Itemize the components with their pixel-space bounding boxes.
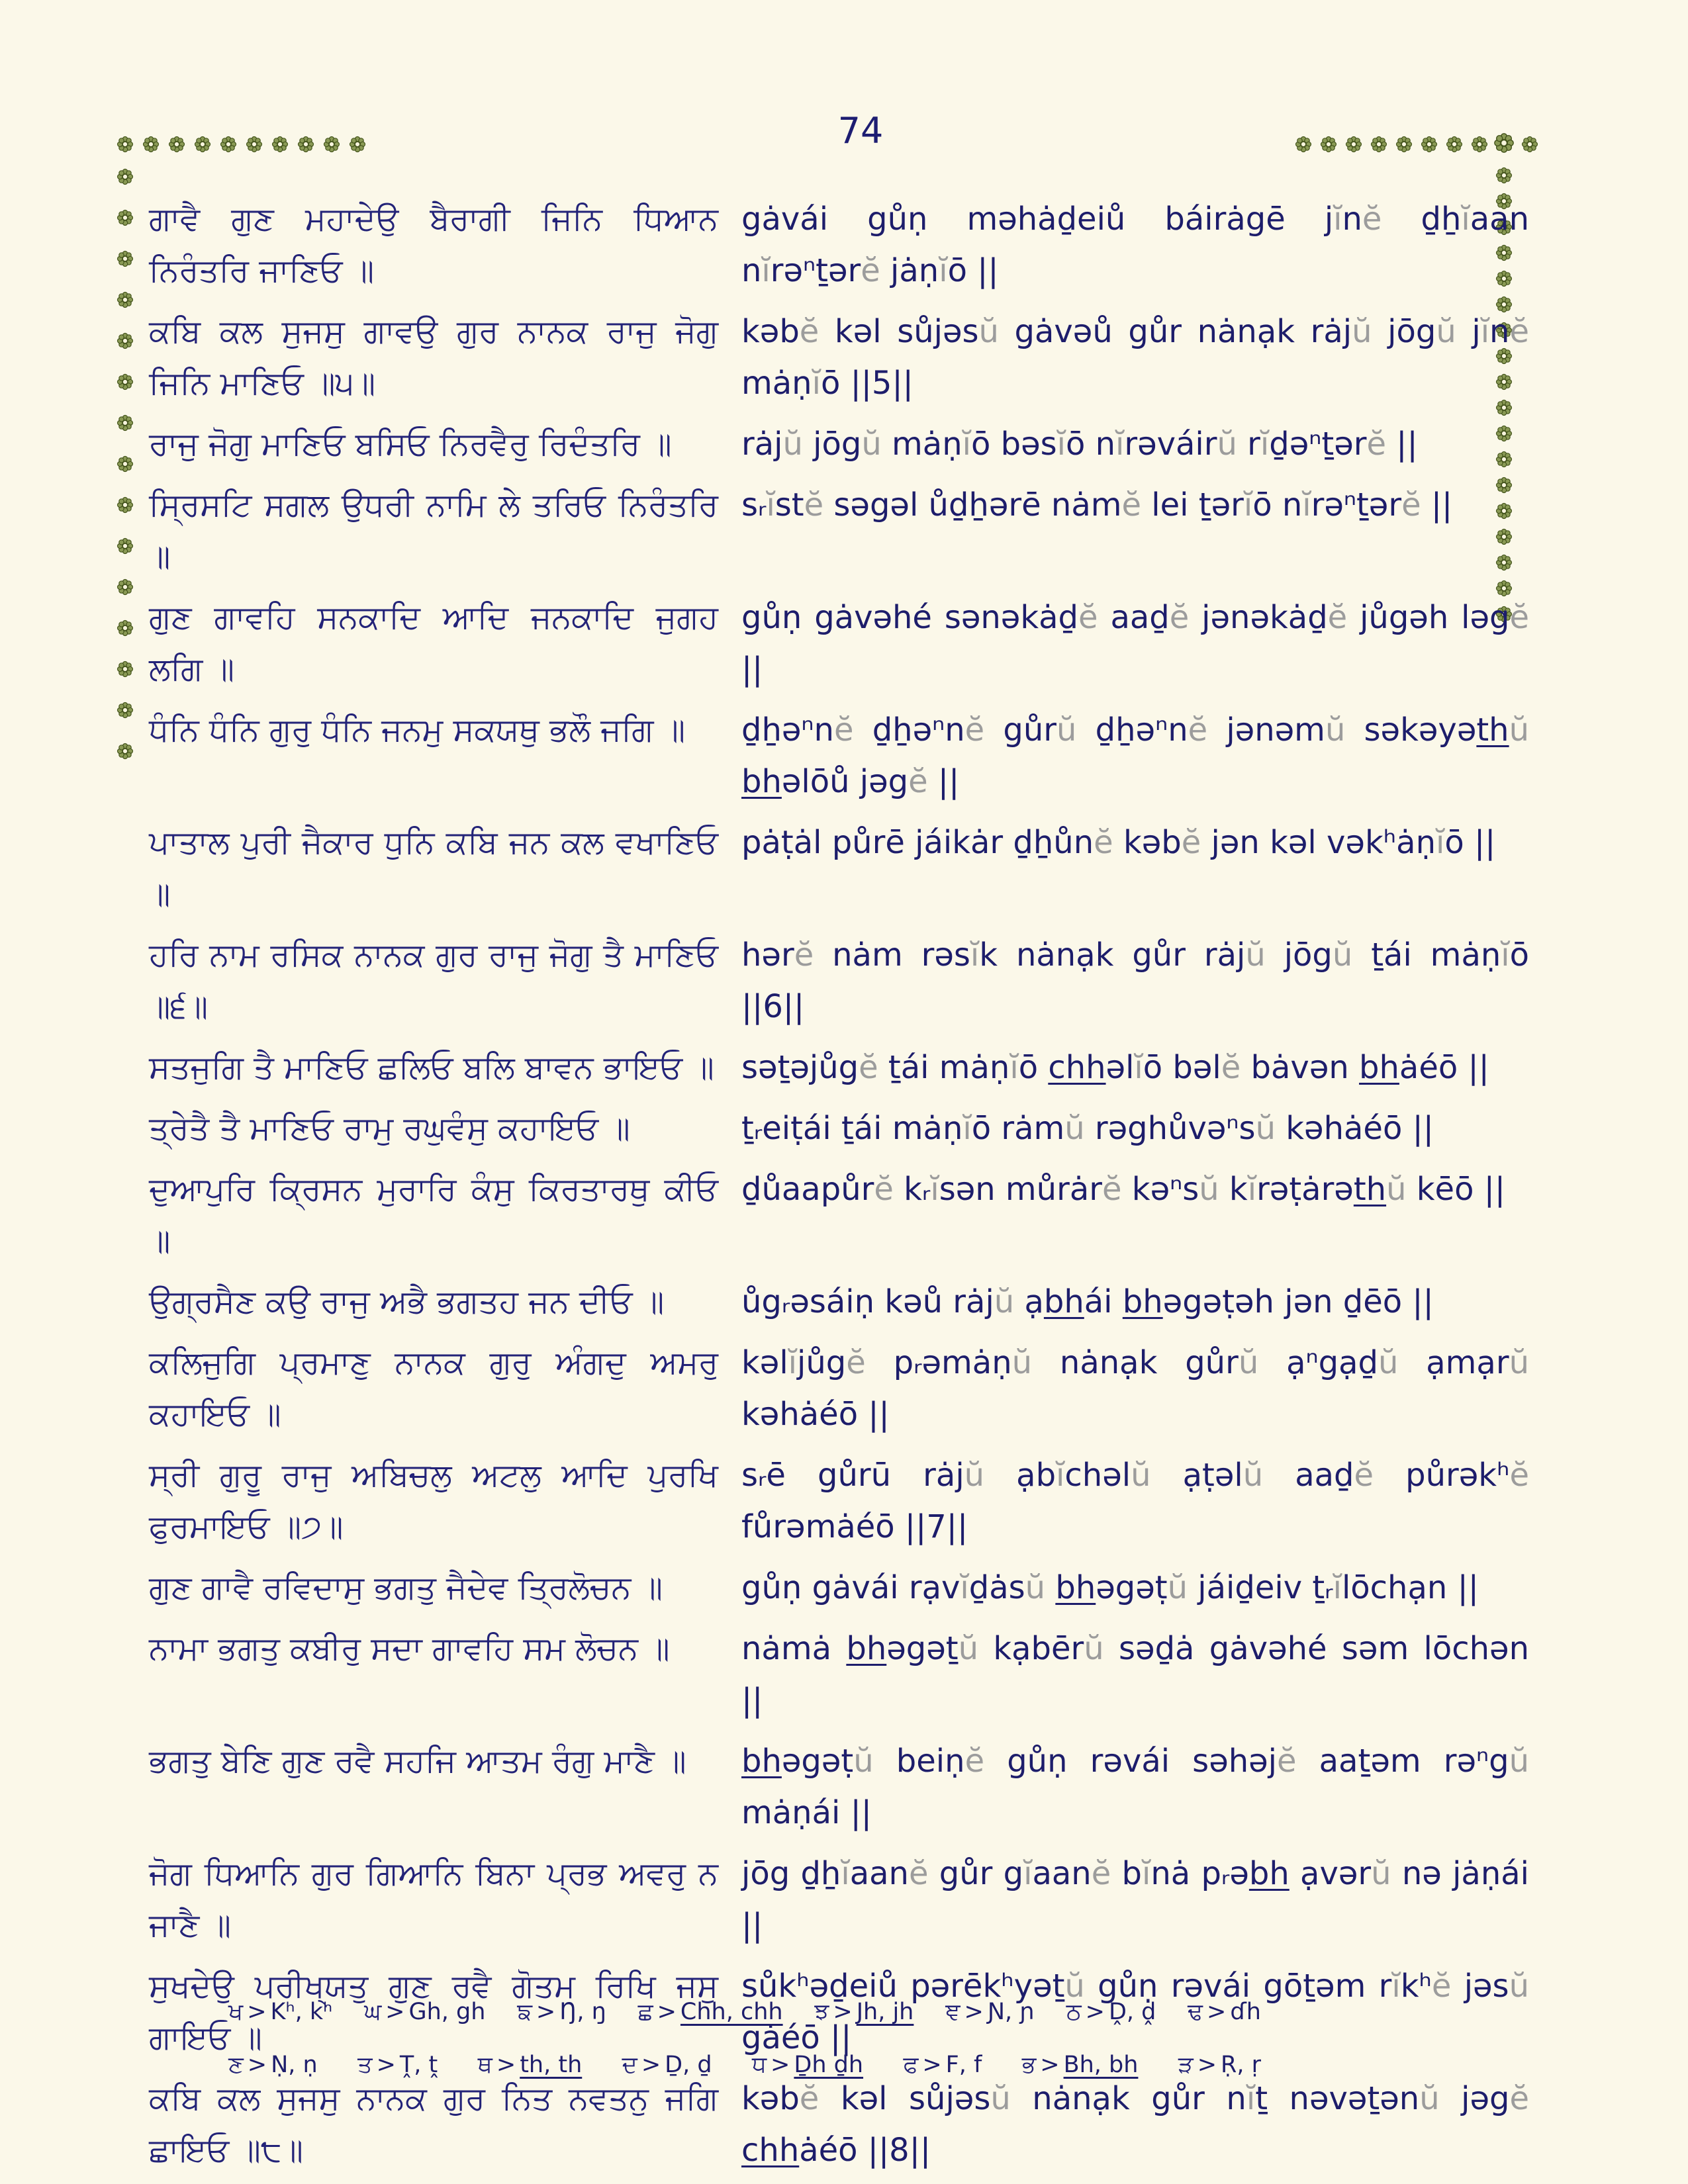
- gurmukhi-line: ਕਲਿਜੁਗਿ ਪ੍ਰਮਾਣੁ ਨਾਨਕ ਗੁਰੁ ਅੰਗਦੁ ਅਮਰੁ ਕਹਾਇਓ ॥: [149, 1344, 718, 1433]
- flower-icon: [1320, 136, 1337, 153]
- gurmukhi-line: ਹਰਿ ਨਾਮ ਰਸਿਕ ਨਾਨਕ ਗੁਰ ਰਾਜੁ ਜੋਗੁ ਤੈ ਮਾਣਿਓ ॥੬॥: [149, 936, 718, 1025]
- key-gurmukhi-letter: ਢ: [1188, 1999, 1203, 2025]
- key-latin-value: Ṱ, ṱ: [399, 2052, 438, 2078]
- key-latin-value: Ŋ, ŋ: [559, 1999, 606, 2025]
- flower-icon: [1421, 136, 1438, 153]
- gurmukhi-line: ਸ੍ਰੀ ਗੁਰੂ ਰਾਜੁ ਅਬਿਚਲੁ ਅਟਲੁ ਆਦਿ ਪੁਰਖਿ ਫੁਰਮਾਇਓ ॥੭॥: [149, 1457, 718, 1545]
- roman-transliteration-line: ůgᵣəsáiṇ kəů rȧjŭ ạbhái bhəgəṭəh jən ḏēō ||: [741, 1283, 1434, 1320]
- key-entry: [1066, 1999, 1156, 2025]
- key-gurmukhi-letter: ਝ: [814, 1999, 829, 2025]
- roman-transliteration-line: səṯəjůgĕ ṯái mȧṇĭō chhəlĭō bəlĕ bȧvən bhȧéō ||: [741, 1049, 1489, 1086]
- key-latin-value: Ḓ, ḓ: [1108, 1999, 1156, 2025]
- key-entry: [357, 2052, 438, 2078]
- key-latin-value: Chh, chh: [680, 1999, 783, 2025]
- roman-transliteration-line: bhəgəṭŭ beiṇĕ gůṇ rəvái səhəjĕ aaṯəm rəⁿgŭ mȧṇái ||: [741, 1743, 1530, 1831]
- gurmukhi-line: ਗਾਵੈ ਗੁਣ ਮਹਾਦੇਉ ਬੈਰਾਗੀ ਜਿਨਿ ਧਿਆਨ ਨਿਰੰਤਰਿ ਜਾਣਿਓ ॥: [149, 201, 718, 289]
- gurmukhi-line: ਸੁਖਦੇਉ ਪਰੀਖ੍ਯਤੁ ਗੁਣ ਰਵੈ ਗੋਤਮ ਰਿਖਿ ਜਸੁ ਗਾਇਓ ॥: [149, 1968, 718, 2056]
- verse-table: [149, 193, 1529, 2176]
- flower-icon: [349, 136, 366, 153]
- gurmukhi-line: ਸ੍ਰਿਸਟਿ ਸਗਲ ਉਧਰੀ ਨਾਮਿ ਲੇ ਤਰਿਓ ਨਿਰੰਤਰਿ ॥: [149, 486, 718, 575]
- roman-transliteration-line: kəlĭjůgĕ pᵣəmȧṇŭ nȧnạk gůrŭ ạⁿgạḏŭ ạmạrŭ kəhȧéō ||: [741, 1344, 1530, 1433]
- key-gurmukhi-letter: ਠ: [1066, 1999, 1082, 2025]
- flower-icon: [117, 291, 134, 308]
- gurmukhi-line: ਕਬਿ ਕਲ ਸੁਜਸੁ ਗਾਵਉ ਗੁਰ ਨਾਨਕ ਰਾਜੁ ਜੋਗੁ ਜਿਨਿ ਮਾਣਿਓ ॥੫॥: [149, 313, 718, 402]
- key-separator: >: [1085, 1999, 1105, 2025]
- key-gurmukhi-letter: ਙ: [517, 1999, 532, 2025]
- key-latin-value: Ɲ, ɲ: [987, 1999, 1035, 2025]
- key-entry: [622, 2052, 712, 2078]
- roman-transliteration-line: rȧjŭ jōgŭ mȧṇĭō bəsĭō nĭrəváirŭ rĭḏəⁿṯərĕ ||: [741, 426, 1418, 463]
- key-separator: >: [247, 2052, 267, 2078]
- flower-icon: [1471, 136, 1488, 153]
- flower-icon: [297, 136, 314, 153]
- key-gurmukhi-letter: ਖ: [228, 1999, 244, 2025]
- key-separator: >: [1040, 2052, 1060, 2078]
- key-gurmukhi-letter: ਥ: [477, 2052, 492, 2078]
- key-gurmukhi-letter: ਦ: [622, 2052, 637, 2078]
- key-separator: >: [771, 2052, 790, 2078]
- gurmukhi-line: ਉਗ੍ਰਸੈਣ ਕਉ ਰਾਜੁ ਅਭੈ ਭਗਤਹ ਜਨ ਦੀਓ ॥: [149, 1283, 665, 1320]
- key-latin-value: Ḏh ḏh: [794, 2052, 864, 2078]
- key-entry: [1188, 1999, 1261, 2025]
- key-entry: [638, 1999, 783, 2025]
- key-entry: [228, 2052, 318, 2078]
- transliteration-key: [228, 1999, 1261, 2105]
- roman-transliteration-line: pȧṭȧl půrē jáikȧr ḏẖůnĕ kəbĕ jən kəl vəkʰȧṇĭō ||: [741, 824, 1496, 861]
- key-entry: [1178, 2052, 1261, 2078]
- roman-transliteration-line: sůkʰəḏeiů pərēkʰyəṯŭ gůṇ rəvái gōṯəm rĭkʰĕ jəsŭ gȧéō ||: [741, 1968, 1529, 2056]
- key-gurmukhi-letter: ਧ: [751, 2052, 767, 2078]
- flower-icon: [1446, 136, 1463, 153]
- key-entry: [752, 2052, 863, 2078]
- flower-icon: [246, 136, 263, 153]
- flower-icon: [323, 136, 340, 153]
- roman-transliteration-line: sᵣĭstĕ səgəl ůḏẖərē nȧmĕ lei ṯərĭō nĭrəⁿṯərĕ ||: [741, 486, 1453, 523]
- key-gurmukhi-letter: ੜ: [1178, 2052, 1194, 2078]
- key-separator: >: [385, 1999, 405, 2025]
- key-separator: >: [496, 2052, 516, 2078]
- flower-icon: [117, 496, 134, 514]
- flower-icon: [117, 578, 134, 596]
- key-separator: >: [536, 1999, 556, 2025]
- key-gurmukhi-letter: ਣ: [228, 2052, 244, 2078]
- key-gurmukhi-letter: ਞ: [945, 1999, 961, 2025]
- gurmukhi-line: ਗੁਣ ਗਾਵਹਿ ਸਨਕਾਦਿ ਆਦਿ ਜਨਕਾਦਿ ਜੁਗਹ ਲਗਿ ॥: [149, 599, 718, 688]
- key-separator: >: [376, 2052, 396, 2078]
- flower-icon: [271, 136, 289, 153]
- flower-icon: [117, 332, 134, 349]
- flower-icon: [168, 136, 185, 153]
- key-separator: >: [1207, 1999, 1227, 2025]
- roman-transliteration-line: ṯᵣeiṭái ṯái mȧṇĭō rȧmŭ rəghůvəⁿsŭ kəhȧéō ||: [741, 1110, 1434, 1147]
- flower-icon: [117, 455, 134, 473]
- roman-transliteration-line: gůṇ gȧvəhé sənəkȧḏĕ aaḏĕ jənəkȧḏĕ jůgəh ləgĕ ||: [741, 599, 1530, 688]
- key-gurmukhi-letter: ਫ: [903, 2052, 919, 2078]
- roman-transliteration-line: ḏůaapůrĕ kᵣĭsən můrȧrĕ kəⁿsŭ kĭrəṭȧrəthŭ kēō ||: [741, 1171, 1506, 1208]
- key-latin-value: ɗh: [1230, 1999, 1261, 2025]
- transliteration-key-row: [228, 1999, 1261, 2052]
- key-separator: >: [1197, 2052, 1217, 2078]
- key-entry: [945, 1999, 1035, 2025]
- flower-icon: [117, 619, 134, 637]
- key-gurmukhi-letter: ਛ: [637, 1999, 653, 2025]
- gurmukhi-line: ਭਗਤੁ ਬੇਣਿ ਗੁਣ ਰਵੈ ਸਹਜਿ ਆਤਮ ਰੰਗੁ ਮਾਣੈ ॥: [149, 1743, 686, 1780]
- flower-icon: [117, 373, 134, 390]
- key-separator: >: [247, 1999, 267, 2025]
- key-entry: [1022, 2052, 1139, 2078]
- key-latin-value: F, f: [945, 2052, 982, 2078]
- key-gurmukhi-letter: ਘ: [364, 1999, 382, 2025]
- gurmukhi-line: ਨਾਮਾ ਭਗਤੁ ਕਬੀਰੁ ਸਦਾ ਗਾਵਹਿ ਸਮ ਲੋਚਨ ॥: [149, 1630, 670, 1667]
- flower-icon: [117, 136, 134, 153]
- roman-transliteration-line: jōg ḏẖĭaanĕ gůr gĭaanĕ bĭnȧ pᵣəbh ạvərŭ nə jȧṇái ||: [741, 1855, 1530, 1944]
- flower-icon: [220, 136, 237, 153]
- roman-transliteration-line: gůṇ gȧvái rạvĭḏȧsŭ bhəgəṭŭ jáiḏeiv ṯᵣĭlōchạn ||: [741, 1569, 1479, 1606]
- key-gurmukhi-letter: ਭ: [1021, 2052, 1037, 2078]
- gurmukhi-line: ਦੁਆਪੁਰਿ ਕ੍ਰਿਸਨ ਮੁਰਾਰਿ ਕੰਸੁ ਕਿਰਤਾਰਥੁ ਕੀਓ ॥: [149, 1171, 718, 1259]
- gurmukhi-line: ਸਤਜੁਗਿ ਤੈ ਮਾਣਿਓ ਛਲਿਓ ਬਲਿ ਬਾਵਨ ਭਾਇਓ ॥: [149, 1049, 714, 1086]
- key-latin-value: Ṛ, ṛ: [1221, 2052, 1261, 2078]
- flower-icon: [117, 743, 134, 760]
- key-entry: [228, 1999, 332, 2025]
- key-latin-value: Ṇ, ṇ: [271, 2052, 318, 2078]
- key-latin-value: Gh, gh: [408, 1999, 486, 2025]
- gurmukhi-line: ਰਾਜੁ ਜੋਗੁ ਮਾਣਿਓ ਬਸਿਓ ਨਿਰਵੈਰੁ ਰਿਦੰਤਰਿ ॥: [149, 426, 672, 463]
- flower-icon: [142, 136, 160, 153]
- roman-transliteration-line: gȧvái gůṇ məhȧḏeiů báirȧgē jĭnĕ ḏẖĭaan nĭrəⁿṯərĕ jȧṇĭō ||: [741, 201, 1529, 289]
- key-separator: >: [833, 1999, 853, 2025]
- key-latin-value: Bh, bh: [1063, 2052, 1139, 2078]
- key-latin-value: Kʰ, kʰ: [270, 1999, 333, 2025]
- key-latin-value: th, th: [520, 2052, 583, 2078]
- gurmukhi-line: ਜੋਗ ਧਿਆਨਿ ਗੁਰ ਗਿਆਨਿ ਬਿਨਾ ਪ੍ਰਭ ਅਵਰੁ ਨ ਜਾਣੈ ॥: [149, 1855, 718, 1944]
- key-entry: [478, 2052, 583, 2078]
- flower-icon: [1345, 136, 1362, 153]
- roman-transliteration-line: sᵣē gůrū rȧjŭ ạbĭchəlŭ ạṭəlŭ aaḏĕ půrəkʰĕ fůrəmȧéō ||7||: [741, 1457, 1530, 1545]
- roman-transliteration-line: kəbĕ kəl sůjəsŭ nȧnạk gůr nĭṯ nəvəṯənŭ jəgĕ chhȧéō ||8||: [741, 2080, 1530, 2169]
- key-entry: [517, 1999, 606, 2025]
- gurmukhi-line: ਤ੍ਰੇਤੈ ਤੈ ਮਾਣਿਓ ਰਾਮੁ ਰਘੁਵੰਸੁ ਕਹਾਇਓ ॥: [149, 1110, 630, 1147]
- flower-icon: [117, 702, 134, 719]
- flower-icon: [1295, 136, 1312, 153]
- flower-icon: [117, 537, 134, 555]
- gurmukhi-line: ਗੁਣ ਗਾਵੈ ਰਵਿਦਾਸੁ ਭਗਤੁ ਜੈਦੇਵ ਤ੍ਰਿਲੋਚਨ ॥: [149, 1569, 663, 1606]
- gurmukhi-line: ਧੰਨਿ ਧੰਨਿ ਗੁਰੁ ਧੰਨਿ ਜਨਮੁ ਸਕਯਥੁ ਭਲੌ ਜਗਿ ॥: [149, 711, 686, 749]
- page-number: 74: [837, 110, 884, 152]
- flower-icon: [1493, 132, 1515, 154]
- roman-transliteration-line: hərĕ nȧm rəsĭk nȧnạk gůr rȧjŭ jōgŭ ṯái mȧṇĭō ||6||: [741, 936, 1529, 1025]
- key-entry: [903, 2052, 982, 2078]
- flower-icon: [1395, 136, 1413, 153]
- roman-transliteration-line: nȧmȧ bhəgəṯŭ kạbērŭ səḏȧ gȧvəhé səm lōchən ||: [741, 1630, 1530, 1719]
- key-separator: >: [641, 2052, 661, 2078]
- flower-icon: [117, 660, 134, 678]
- flower-icon: [1495, 167, 1513, 184]
- flower-icon: [117, 209, 134, 226]
- flower-icon: [1370, 136, 1387, 153]
- key-entry: [814, 1999, 914, 2025]
- gurmukhi-line: ਪਾਤਾਲ ਪੁਰੀ ਜੈਕਾਰ ਧੁਨਿ ਕਬਿ ਜਨ ਕਲ ਵਖਾਣਿਓ ॥: [149, 824, 718, 913]
- key-latin-value: Jh, jh: [856, 1999, 914, 2025]
- key-separator: >: [657, 1999, 677, 2025]
- key-entry: [364, 1999, 485, 2025]
- key-gurmukhi-letter: ਤ: [357, 2052, 373, 2078]
- roman-transliteration-line: ḏẖəⁿnĕ ḏẖəⁿnĕ gůrŭ ḏẖəⁿnĕ jənəmŭ səkəyəthŭ bhəlōů jəgĕ ||: [741, 711, 1530, 800]
- transliteration-key-row: [228, 2052, 1261, 2105]
- roman-transliteration-line: kəbĕ kəl sůjəsŭ gȧvəů gůr nȧnạk rȧjŭ jōgŭ jĭnĕ mȧṇĭō ||5||: [741, 313, 1529, 402]
- flower-icon: [117, 414, 134, 432]
- flower-icon: [117, 168, 134, 185]
- key-latin-value: Ḏ, ḏ: [665, 2052, 712, 2078]
- gurmukhi-line: ਕਬਿ ਕਲ ਸੁਜਸੁ ਨਾਨਕ ਗੁਰ ਨਿਤ ਨਵਤਨੁ ਜਗਿ ਛਾਇਓ ॥੮॥: [149, 2080, 718, 2169]
- key-separator: >: [922, 2052, 942, 2078]
- flower-icon: [194, 136, 211, 153]
- flower-icon: [1521, 136, 1538, 153]
- key-separator: >: [964, 1999, 984, 2025]
- flower-icon: [117, 250, 134, 267]
